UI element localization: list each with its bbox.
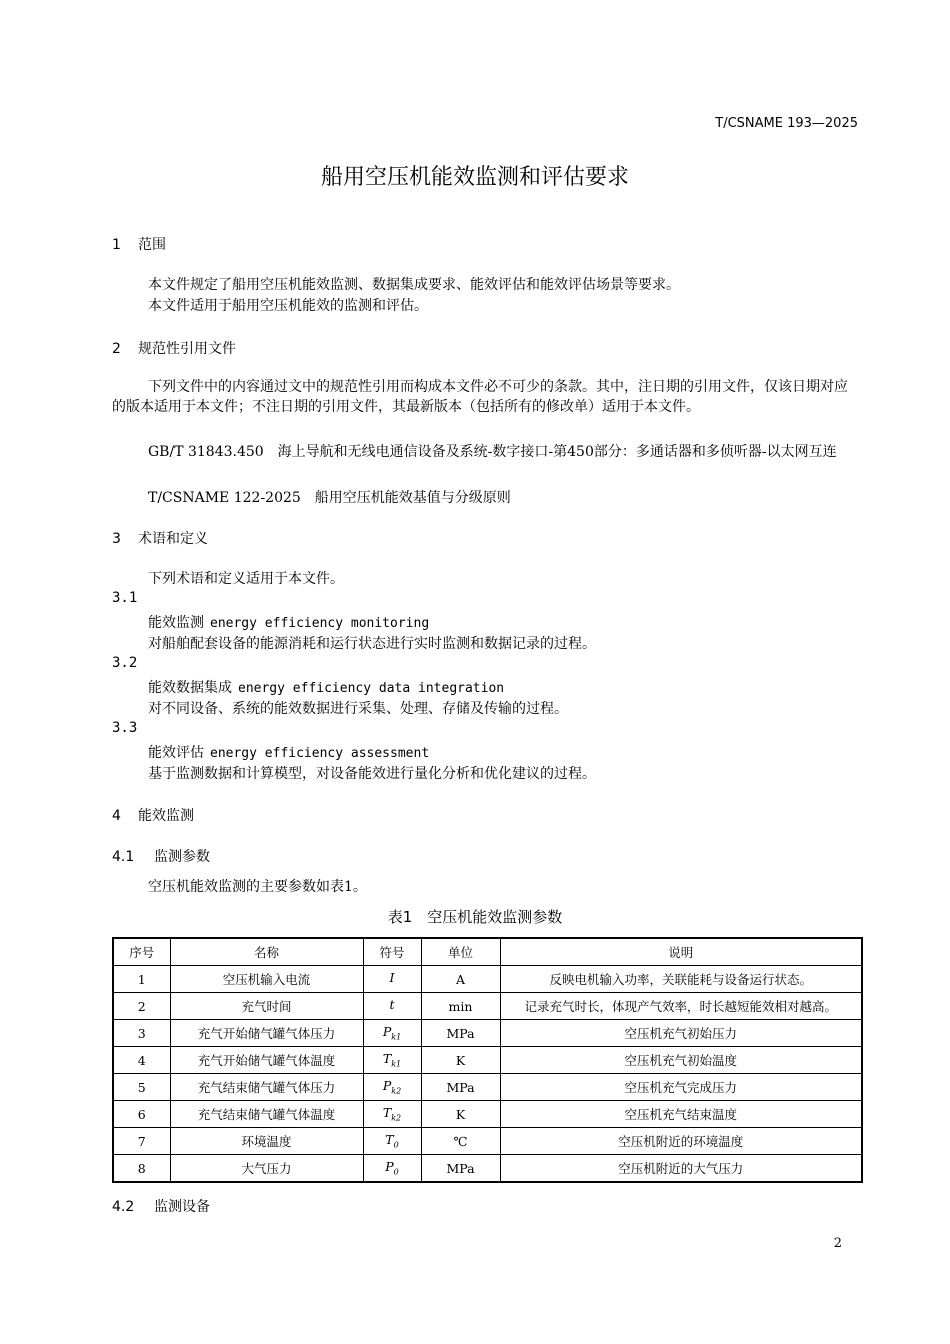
- cell-symbol: [363, 1128, 421, 1155]
- header-description: 说明: [500, 938, 862, 966]
- symbol-letter: T: [385, 1132, 394, 1148]
- table-row: [113, 1155, 862, 1183]
- symbol-letter: t: [389, 997, 395, 1013]
- cell-description: 空压机充气初始温度: [500, 1047, 862, 1074]
- section-4-2-heading: [112, 1196, 210, 1216]
- term-definition: 基于监测数据和计算模型，对设备能效进行量化分析和优化建议的过程。: [148, 766, 596, 782]
- term-chinese: 能效监测: [148, 615, 204, 631]
- term-number: 3.2: [112, 655, 138, 671]
- cell-name: 充气时间: [170, 993, 363, 1020]
- cell-description: 空压机充气结束温度: [500, 1101, 862, 1128]
- cell-symbol: [363, 1101, 421, 1128]
- term-number: 3.3: [112, 720, 138, 736]
- cell-unit: MPa: [421, 1074, 500, 1101]
- section-title: 范围: [138, 237, 166, 253]
- section-number: 2: [112, 341, 121, 357]
- term-entry: [148, 612, 429, 632]
- symbol-subscript: k1: [391, 1032, 402, 1042]
- symbol-subscript: k1: [391, 1059, 402, 1069]
- symbol-subscript: k2: [391, 1113, 402, 1123]
- section-3-heading: [112, 528, 208, 548]
- table-row: [113, 1074, 862, 1101]
- section-number: 4.1: [112, 849, 135, 865]
- cell-unit: min: [421, 993, 500, 1020]
- cell-unit: K: [421, 1047, 500, 1074]
- cell-name: 大气压力: [170, 1155, 363, 1183]
- header-symbol: 符号: [363, 938, 421, 966]
- cell-no: 3: [113, 1020, 170, 1047]
- cell-description: 记录充气时长，体现产气效率，时长越短能效相对越高。: [500, 993, 862, 1020]
- symbol-letter: T: [382, 1051, 392, 1067]
- symbol-letter: P: [382, 1024, 392, 1040]
- symbol-letter: P: [385, 1159, 394, 1175]
- section-title: 术语和定义: [138, 531, 208, 547]
- cell-symbol: [363, 1074, 421, 1101]
- cell-no: 5: [113, 1074, 170, 1101]
- table-row: [113, 1020, 862, 1047]
- term-chinese: 能效评估: [148, 745, 204, 761]
- header-no: 序号: [113, 938, 170, 966]
- header-name: 名称: [170, 938, 363, 966]
- section-title: 规范性引用文件: [138, 341, 236, 357]
- cell-name: 环境温度: [170, 1128, 363, 1155]
- cell-symbol: [363, 993, 421, 1020]
- term-definition: 对船舶配套设备的能源消耗和运行状态进行实时监测和数据记录的过程。: [148, 636, 596, 652]
- term-english: energy efficiency monitoring: [210, 616, 430, 631]
- cell-no: 1: [113, 966, 170, 993]
- section-1-para-1: 本文件规定了船用空压机能效监测、数据集成要求、能效评估和能效评估场景等要求。: [148, 277, 680, 293]
- term-english: energy efficiency assessment: [210, 746, 430, 761]
- table-row: [113, 966, 862, 993]
- term-number: 3.1: [112, 590, 138, 606]
- symbol-subscript: 0: [393, 1140, 399, 1150]
- cell-description: 空压机附近的环境温度: [500, 1128, 862, 1155]
- section-2-intro: 下列文件中的内容通过文中的规范性引用而构成本文件必不可少的条款。其中，注日期的引用文件，仅该日期对应的版本适用于本文件；不注日期的引用文件，其最新版本（包括所有的修改单）适用于本文件。: [112, 379, 848, 415]
- cell-name: 充气结束储气罐气体温度: [170, 1101, 363, 1128]
- symbol-letter: I: [389, 970, 395, 986]
- cell-description: 反映电机输入功率，关联能耗与设备运行状态。: [500, 966, 862, 993]
- table-row: [113, 1128, 862, 1155]
- cell-no: 2: [113, 993, 170, 1020]
- cell-unit: K: [421, 1101, 500, 1128]
- term-english: energy efficiency data integration: [238, 681, 505, 696]
- page-number: 2: [833, 1236, 842, 1251]
- section-number: 4.2: [112, 1199, 135, 1215]
- section-number: 1: [112, 237, 121, 253]
- table-title: 表1 空压机能效监测参数: [387, 908, 563, 926]
- cell-no: 4: [113, 1047, 170, 1074]
- cell-symbol: [363, 1020, 421, 1047]
- section-number: 4: [112, 808, 121, 824]
- cell-unit: A: [421, 966, 500, 993]
- symbol-subscript: k2: [391, 1086, 402, 1096]
- document-code: T/CSNAME 193—2025: [715, 116, 858, 131]
- table-row: [113, 993, 862, 1020]
- section-title: 能效监测: [138, 808, 194, 824]
- header-unit: 单位: [421, 938, 500, 966]
- table-header-row: [113, 938, 862, 966]
- cell-no: 7: [113, 1128, 170, 1155]
- cell-name: 空压机输入电流: [170, 966, 363, 993]
- section-2-heading: [112, 338, 236, 358]
- cell-name: 充气开始储气罐气体温度: [170, 1047, 363, 1074]
- cell-symbol: [363, 1047, 421, 1074]
- parameter-table: [112, 937, 863, 1183]
- section-1-heading: [112, 234, 166, 254]
- section-2-ref-2: T/CSNAME 122-2025 船用空压机能效基值与分级原则: [148, 490, 511, 506]
- section-4-heading: [112, 805, 194, 825]
- cell-description: 空压机附近的大气压力: [500, 1155, 862, 1183]
- section-number: 3: [112, 531, 121, 547]
- table-row: [113, 1101, 862, 1128]
- section-2-ref-1: GB/T 31843.450 海上导航和无线电通信设备及系统-数字接口-第450部分：多通话器和多侦听器-以太网互连: [148, 444, 837, 460]
- cell-no: 8: [113, 1155, 170, 1183]
- table-row: [113, 1047, 862, 1074]
- term-chinese: 能效数据集成: [148, 680, 232, 696]
- cell-description: 空压机充气初始压力: [500, 1020, 862, 1047]
- section-1-para-2: 本文件适用于船用空压机能效的监测和评估。: [148, 298, 428, 314]
- section-title: 监测参数: [154, 849, 210, 865]
- section-title: 监测设备: [154, 1199, 210, 1215]
- cell-name: 充气开始储气罐气体压力: [170, 1020, 363, 1047]
- symbol-letter: P: [382, 1078, 392, 1094]
- cell-no: 6: [113, 1101, 170, 1128]
- section-3-intro: 下列术语和定义适用于本文件。: [148, 571, 344, 587]
- term-definition: 对不同设备、系统的能效数据进行采集、处理、存储及传输的过程。: [148, 701, 568, 717]
- section-4-1-heading: [112, 846, 210, 866]
- cell-unit: MPa: [421, 1020, 500, 1047]
- section-4-1-intro: 空压机能效监测的主要参数如表1。: [148, 879, 367, 895]
- document-title: 船用空压机能效监测和评估要求: [320, 165, 629, 190]
- term-entry: [148, 742, 429, 762]
- cell-symbol: [363, 1155, 421, 1183]
- term-entry: [148, 677, 504, 697]
- cell-unit: MPa: [421, 1155, 500, 1183]
- cell-unit: ℃: [421, 1128, 500, 1155]
- cell-symbol: [363, 966, 421, 993]
- symbol-letter: T: [382, 1105, 392, 1121]
- cell-name: 充气结束储气罐气体压力: [170, 1074, 363, 1101]
- symbol-subscript: 0: [393, 1167, 399, 1177]
- cell-description: 空压机充气完成压力: [500, 1074, 862, 1101]
